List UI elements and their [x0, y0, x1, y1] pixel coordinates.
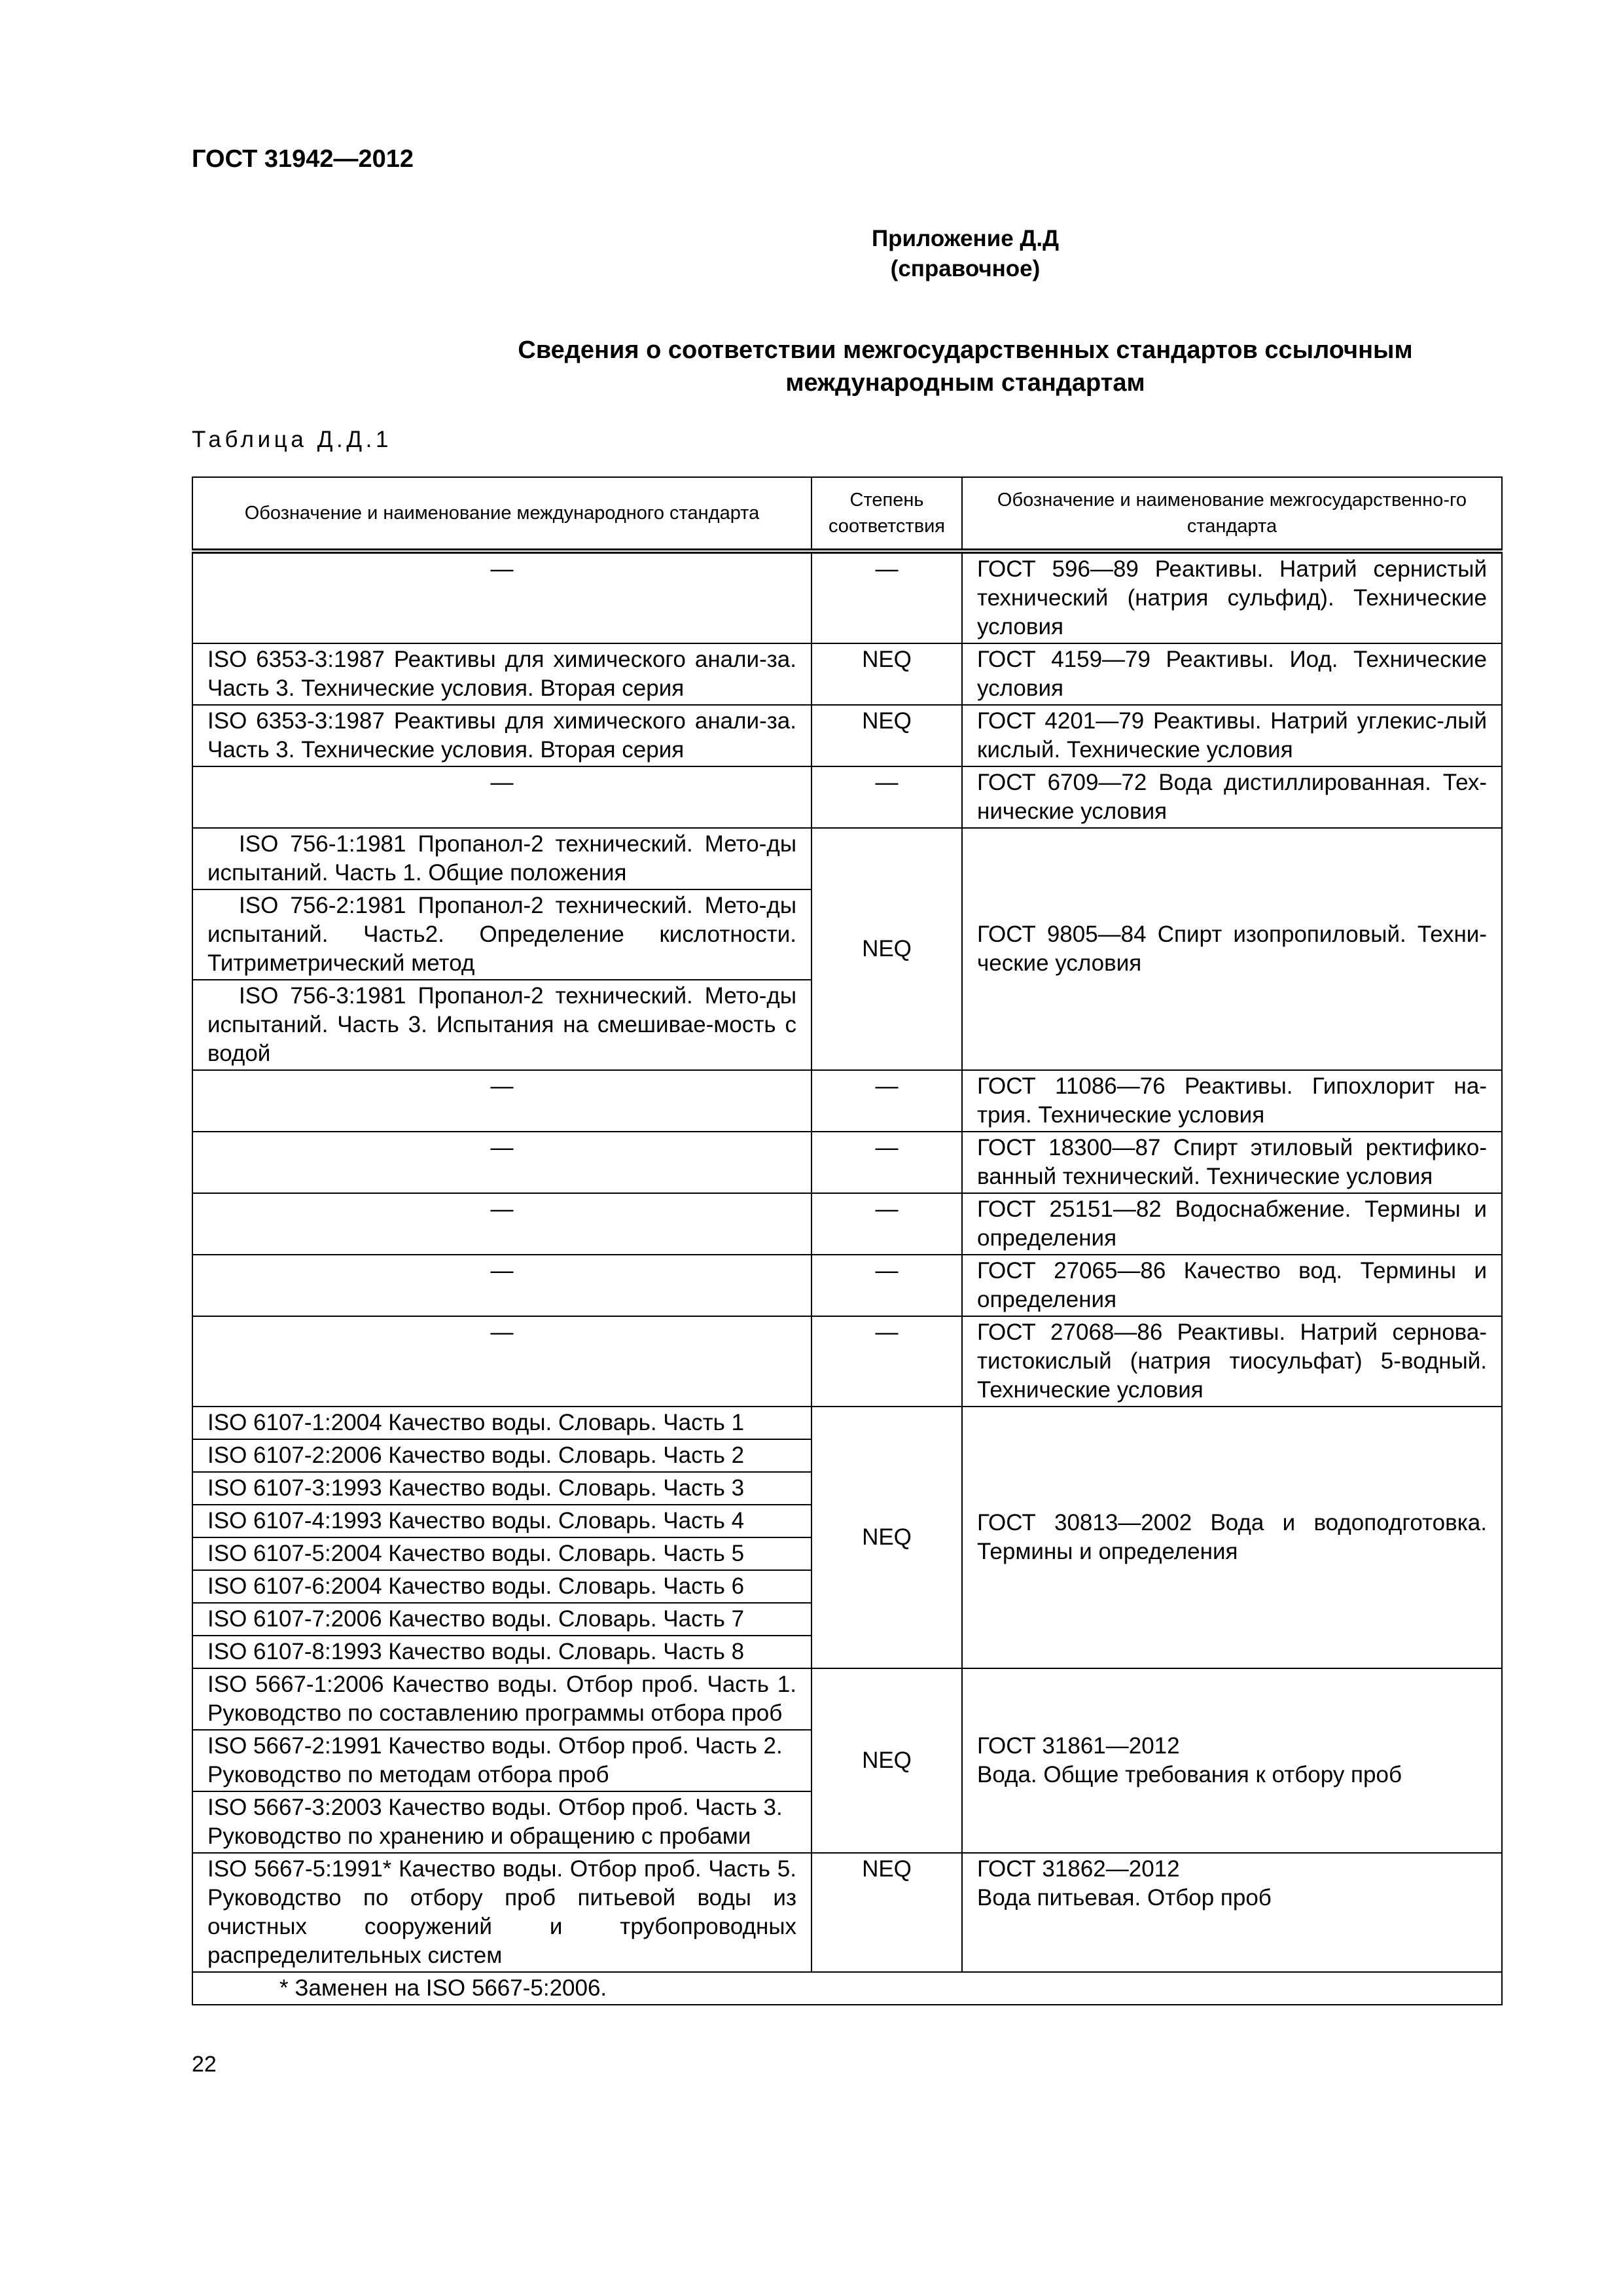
header-interstate-standard: Обозначение и наименование межгосударственно-го стандарта [962, 477, 1502, 551]
degree-cell: NEQ [812, 1407, 962, 1668]
gost-cell: ГОСТ 25151—82 Водоснабжение. Термины и определения [962, 1193, 1502, 1255]
table-row [192, 551, 1502, 643]
gost-cell: ГОСТ 6709—72 Вода дистиллированная. Тех-нические условия [962, 766, 1502, 828]
document-code: ГОСТ 31942—2012 [192, 145, 414, 173]
gost-cell [962, 1668, 1502, 1853]
gost-cell: ГОСТ 4201—79 Реактивы. Натрий углекис-лый кислый. Технические условия [962, 705, 1502, 766]
gost-cell: ГОСТ 30813—2002 Вода и водоподготовка. Термины и определения [962, 1407, 1502, 1668]
degree-cell: — [812, 766, 962, 828]
degree-cell: — [812, 1070, 962, 1132]
gost-cell: ГОСТ 9805—84 Спирт изопропиловый. Техни-ческие условия [962, 828, 1502, 1070]
table-row [192, 1070, 1502, 1132]
intl-standard-cell: — [192, 1316, 812, 1407]
table-row [192, 705, 1502, 766]
gost-designation: ГОСТ 31861—2012 [977, 1733, 1180, 1759]
table-row [192, 1407, 1502, 1439]
section-title-line2: международным стандартам [785, 369, 1145, 397]
intl-standard-cell: ISO 6107-5:2004 Качество воды. Словарь. Часть 5 [192, 1537, 812, 1570]
table-row [192, 1668, 1502, 1730]
intl-standard-cell: ISO 6107-1:2004 Качество воды. Словарь. Часть 1 [192, 1407, 812, 1439]
intl-standard-cell: ISO 5667-5:1991* Качество воды. Отбор проб. Часть 5. Руководство по отбору проб питьевой воды из очистных сооружений и трубопроводных распределительных систем [192, 1853, 812, 1972]
intl-standard-cell: — [192, 1193, 812, 1255]
header-degree: Степень соответствия [812, 477, 962, 551]
intl-standard-cell: ISO 5667-3:2003 Качество воды. Отбор проб. Часть 3. Руководство по хранению и обращению с пробами [192, 1791, 812, 1853]
intl-standard-cell: — [192, 1070, 812, 1132]
appendix-type: (справочное) [890, 256, 1041, 281]
table-row [192, 828, 1502, 889]
intl-standard-cell: ISO 756-1:1981 Пропанол-2 технический. Мето-ды испытаний. Часть 1. Общие положения [192, 828, 812, 889]
intl-standard-cell: — [192, 766, 812, 828]
gost-cell: ГОСТ 596—89 Реактивы. Натрий сернистый технический (натрия сульфид). Технические условия [962, 551, 1502, 643]
table-row [192, 1193, 1502, 1255]
degree-cell: — [812, 1316, 962, 1407]
intl-standard-cell: ISO 6107-3:1993 Качество воды. Словарь. Часть 3 [192, 1472, 812, 1505]
table-row [192, 643, 1502, 705]
degree-cell: NEQ [812, 828, 962, 1070]
gost-cell: ГОСТ 4159—79 Реактивы. Иод. Технические условия [962, 643, 1502, 705]
degree-cell: — [812, 1255, 962, 1316]
intl-standard-cell: ISO 6107-6:2004 Качество воды. Словарь. Часть 6 [192, 1570, 812, 1603]
intl-standard-cell: ISO 5667-2:1991 Качество воды. Отбор проб. Часть 2. Руководство по методам отбора проб [192, 1730, 812, 1791]
gost-cell [962, 1853, 1502, 1972]
table-row [192, 1316, 1502, 1407]
table-label: Таблица Д.Д.1 [192, 427, 393, 452]
intl-standard-cell: — [192, 1132, 812, 1193]
intl-standard-cell: ISO 6353-3:1987 Реактивы для химического анали-за. Часть 3. Технические условия. Вторая серия [192, 705, 812, 766]
degree-cell: — [812, 551, 962, 643]
intl-standard-cell: ISO 6107-7:2006 Качество воды. Словарь. Часть 7 [192, 1603, 812, 1636]
degree-cell: NEQ [812, 1853, 962, 1972]
table-footnote: * Заменен на ISO 5667-5:2006. [192, 1972, 1502, 2005]
degree-cell: — [812, 1132, 962, 1193]
intl-standard-cell: — [192, 1255, 812, 1316]
footnote-row [192, 1972, 1502, 2005]
section-title-line1: Сведения о соответствии межгосударственных стандартов ссылочным [518, 336, 1413, 364]
gost-cell: ГОСТ 18300—87 Спирт этиловый ректифико-ванный технический. Технические условия [962, 1132, 1502, 1193]
page-number: 22 [192, 2052, 217, 2077]
degree-cell: NEQ [812, 705, 962, 766]
gost-cell: ГОСТ 11086—76 Реактивы. Гипохлорит на-трия. Технические условия [962, 1070, 1502, 1132]
degree-cell: NEQ [812, 1668, 962, 1853]
table-row [192, 766, 1502, 828]
gost-cell: ГОСТ 27068—86 Реактивы. Натрий сернова-тистокислый (натрия тиосульфат) 5-водный. Технические условия [962, 1316, 1502, 1407]
section-title [0, 334, 1623, 399]
gost-name: Вода. Общие требования к отбору проб [977, 1762, 1402, 1787]
degree-cell: NEQ [812, 643, 962, 705]
intl-standard-cell: — [192, 551, 812, 643]
appendix-title: Приложение Д.Д [872, 226, 1059, 251]
gost-name: Вода питьевая. Отбор проб [977, 1885, 1272, 1910]
table-row [192, 1132, 1502, 1193]
intl-standard-cell: ISO 6107-2:2006 Качество воды. Словарь. Часть 2 [192, 1439, 812, 1472]
gost-designation: ГОСТ 31862—2012 [977, 1856, 1180, 1882]
intl-standard-cell: ISO 756-3:1981 Пропанол-2 технический. Мето-ды испытаний. Часть 3. Испытания на смешивае-мость с водой [192, 980, 812, 1070]
intl-standard-cell: ISO 6107-8:1993 Качество воды. Словарь. Часть 8 [192, 1636, 812, 1668]
intl-standard-cell: ISO 6353-3:1987 Реактивы для химического анали-за. Часть 3. Технические условия. Вторая серия [192, 643, 812, 705]
header-international-standard: Обозначение и наименование международного стандарта [192, 477, 812, 551]
degree-cell: — [812, 1193, 962, 1255]
table-row [192, 1853, 1502, 1972]
table-row [192, 1255, 1502, 1316]
gost-cell: ГОСТ 27065—86 Качество вод. Термины и определения [962, 1255, 1502, 1316]
intl-standard-cell: ISO 6107-4:1993 Качество воды. Словарь. Часть 4 [192, 1505, 812, 1537]
intl-standard-cell: ISO 756-2:1981 Пропанол-2 технический. Мето-ды испытаний. Часть2. Определение кислотности. Титриметрический метод [192, 889, 812, 980]
appendix-heading [0, 224, 1623, 284]
intl-standard-cell: ISO 5667-1:2006 Качество воды. Отбор проб. Часть 1. Руководство по составлению программы отбора проб [192, 1668, 812, 1730]
table-header-row [192, 477, 1502, 551]
correspondence-table [192, 476, 1503, 2005]
